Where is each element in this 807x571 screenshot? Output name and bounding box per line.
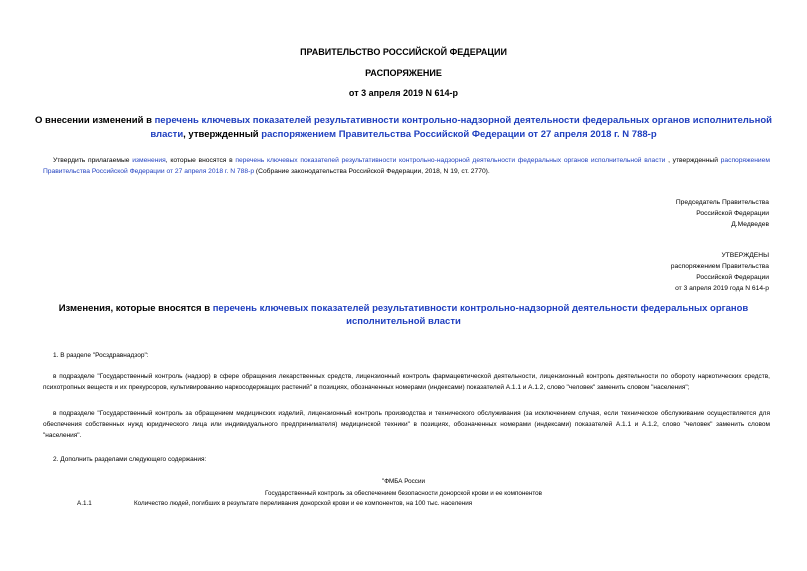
signature-line-1: Председатель Правительства <box>675 199 769 206</box>
row-code: А.1.1 <box>77 500 92 507</box>
intro-link-order-788[interactable]: распоряжением Правительства Российской Федерации от 27 апреля 2018 г. N 788-р <box>43 157 770 175</box>
title-middle: , утвержденный <box>183 129 262 140</box>
document-type: РАСПОРЯЖЕНИЕ <box>365 68 442 78</box>
table-agency-heading: "ФМБА России <box>382 478 425 485</box>
signature-block <box>676 197 769 230</box>
signature-line-3: Д.Медведев <box>731 221 769 228</box>
changes-title-prefix: Изменения, которые вносятся в <box>58 303 213 314</box>
intro-link-changes[interactable]: изменения <box>132 157 166 164</box>
approval-line-3: Российской Федерации <box>696 274 769 281</box>
title-link-order-788[interactable]: распоряжением Правительства Российской Федерации от 27 апреля 2018 г. N 788-р <box>261 129 657 140</box>
intro-paragraph <box>43 155 770 177</box>
intro-link-indicators-list[interactable]: перечень ключевых показателей результативности контрольно-надзорной деятельности федеральных органов исполнительной власти <box>235 157 666 164</box>
table-section-heading: Государственный контроль за обеспечением безопасности донорской крови и ее компонентов <box>265 490 542 497</box>
row-text: Количество людей, погибших в результате переливания донорской крови и ее компонентов, на 100 тыс. населения <box>134 500 473 507</box>
approval-line-1: УТВЕРЖДЕНЫ <box>721 252 769 259</box>
paragraph-1: 1. В разделе "Росздравнадзор": <box>53 352 149 359</box>
changes-title <box>30 302 777 328</box>
approval-line-4: от 3 апреля 2019 года N 614-р <box>675 285 769 292</box>
intro-text-4: (Собрание законодательства Российской Федерации, 2018, N 19, ст. 2770). <box>254 168 490 175</box>
intro-text-2: , которые вносятся в <box>165 157 236 164</box>
document-title <box>30 114 777 142</box>
paragraph-3: в подразделе "Государственный контроль за обращением медицинских изделий, лицензионный контроль производства и технического обслуживания (за исключением случая, если техническое обслуживание осуществляется для обеспечения собственных нужд юридического лица или индивидуального предпринимателя) медицинской техники" в позициях, обозначенных номерами (индексами) показателей А.1.1 и А.1.2, слово "человек" заменить словом "населения". <box>43 410 770 439</box>
paragraph-2: в подразделе "Государственный контроль (надзор) в сфере обращения лекарственных средств, лицензионный контроль фармацевтической деятельности, лицензионный контроль деятельности по обороту наркотических средств, психотропных веществ и их прекурсоров, культивированию наркосодержащих растений" в позициях, обозначенных номерами (индексами) показателей А.1.1 и А.1.2, слово "человек" заменить словом "населения"; <box>43 373 770 391</box>
government-heading: ПРАВИТЕЛЬСТВО РОССИЙСКОЙ ФЕДЕРАЦИИ <box>300 47 507 57</box>
paragraph-4: 2. Дополнить разделами следующего содержания: <box>53 456 207 463</box>
intro-text-1: Утвердить прилагаемые <box>53 157 133 164</box>
changes-title-link[interactable]: перечень ключевых показателей результативности контрольно-надзорной деятельности федеральных органов исполнительной власти <box>212 303 749 327</box>
approval-line-2: распоряжением Правительства <box>670 263 769 270</box>
document-date: от 3 апреля 2019 N 614-р <box>348 88 459 98</box>
approval-block <box>671 250 769 294</box>
intro-text-3: , утвержденный <box>665 157 721 164</box>
title-prefix: О внесении изменений в <box>34 115 155 126</box>
signature-line-2: Российской Федерации <box>696 210 769 217</box>
title-link-indicators-list[interactable]: перечень ключевых показателей результативности контрольно-надзорной деятельности федеральных органов исполнительной власти <box>150 115 773 140</box>
